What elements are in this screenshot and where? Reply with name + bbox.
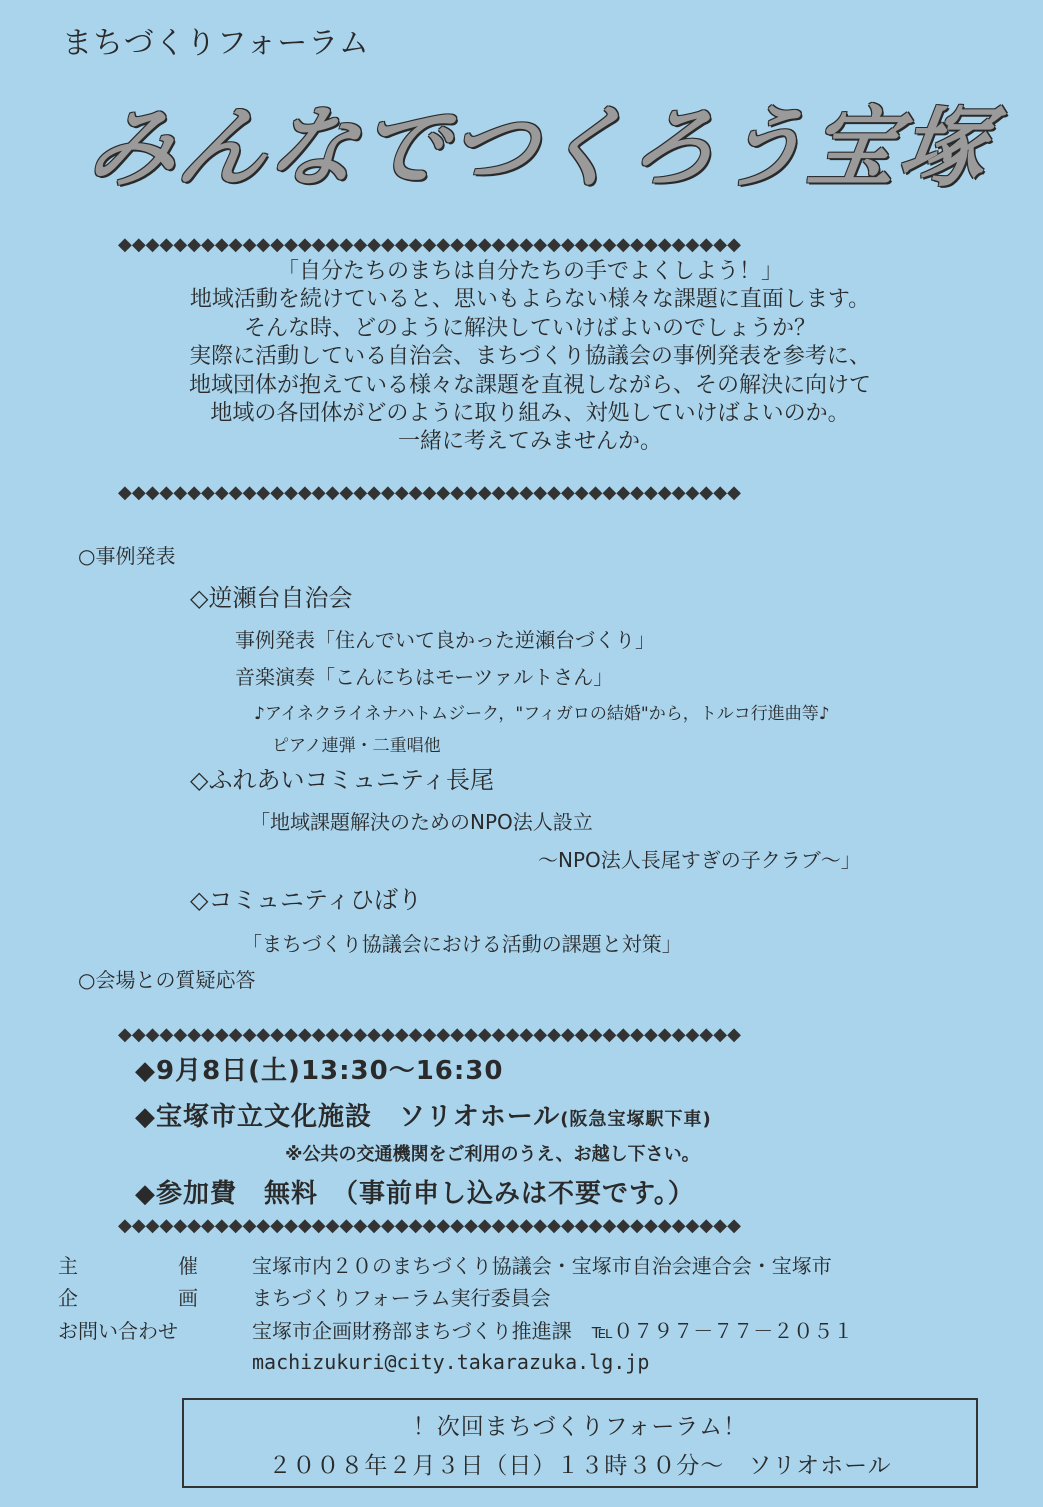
forum-subtitle: まちづくりフォーラム — [62, 26, 370, 61]
next-forum-title: ！次回まちづくりフォーラム！ — [412, 1414, 748, 1440]
plan-value: まちづくりフォーラム実行委員会 — [252, 1286, 551, 1310]
divider-intro-bottom: ◆◆◆◆◆◆◆◆◆◆◆◆◆◆◆◆◆◆◆◆◆◆◆◆◆◆◆◆◆◆◆◆◆◆◆◆◆◆◆◆◆◆◆◆◆ — [118, 482, 741, 503]
divider-event-top: ◆◆◆◆◆◆◆◆◆◆◆◆◆◆◆◆◆◆◆◆◆◆◆◆◆◆◆◆◆◆◆◆◆◆◆◆◆◆◆◆◆◆◆◆◆ — [118, 1024, 741, 1045]
contact-value: 宝塚市企画財務部まちづくり推進課 ℡０７９７－７７－２０５１ — [252, 1319, 854, 1343]
org-nagao-subtopic: ～NPO法人長尾すぎの子クラブ～」 — [538, 848, 861, 872]
org-sakasedai-presentation: 事例発表「住んでいて良かった逆瀬台づくり」 — [235, 628, 655, 652]
event-venue-access: (阪急宝塚駅下車) — [560, 1109, 712, 1130]
next-forum-box — [182, 1398, 978, 1488]
divider-info-top: ◆◆◆◆◆◆◆◆◆◆◆◆◆◆◆◆◆◆◆◆◆◆◆◆◆◆◆◆◆◆◆◆◆◆◆◆◆◆◆◆◆◆◆◆◆ — [118, 1215, 741, 1236]
org-nagao-topic: 「地域課題解決のためのNPO法人設立 — [250, 810, 593, 834]
org-hibari: ◇コミュニティひばり — [190, 886, 423, 914]
plan-label-2: 画 — [178, 1286, 198, 1310]
intro-line: 「自分たちのまちは自分たちの手でよくしよう！」 — [276, 259, 783, 284]
org-sakasedai-songs: ♪アイネクライネナハトムジーク，"フィガロの結婚"から，トルコ行進曲等♪ — [254, 704, 830, 724]
qa-heading: ○会場との質疑応答 — [78, 968, 256, 992]
page-title: みんなでつくろう宝塚 — [81, 96, 997, 199]
host-value: 宝塚市内２０のまちづくり協議会・宝塚市自治会連合会・宝塚市 — [252, 1254, 832, 1278]
intro-line: 一緒に考えてみませんか。 — [397, 429, 662, 455]
divider-top: ◆◆◆◆◆◆◆◆◆◆◆◆◆◆◆◆◆◆◆◆◆◆◆◆◆◆◆◆◆◆◆◆◆◆◆◆◆◆◆◆◆◆◆◆◆ — [118, 234, 741, 255]
org-nagao: ◇ふれあいコミュニティ長尾 — [190, 766, 495, 794]
host-label-2: 催 — [178, 1254, 198, 1278]
event-fee: ◆参加費 無料 （事前申し込みは不要です。） — [135, 1179, 695, 1209]
transport-note: ※公共の交通機関をご利用のうえ、お越し下さい。 — [285, 1144, 700, 1165]
org-sakasedai: ◇逆瀬台自治会 — [190, 584, 353, 612]
contact-email[interactable]: machizukuri@city.takarazuka.lg.jp — [252, 1350, 650, 1374]
plan-label-1: 企 — [58, 1286, 78, 1310]
event-venue-name: ◆宝塚市立文化施設 ソリオホール — [135, 1102, 561, 1132]
host-label-1: 主 — [58, 1254, 78, 1278]
intro-line: 地域の各団体がどのように取り組み、対処していけばよいのか。 — [210, 401, 850, 427]
org-hibari-topic: 「まちづくり協議会における活動の課題と対策」 — [242, 932, 682, 956]
org-sakasedai-performers: ピアノ連弾・二重唱他 — [272, 736, 441, 756]
intro-line: 地域団体が抱えている様々な課題を直視しながら、その解決に向けて — [188, 372, 871, 398]
intro-line: そんな時、どのように解決していけばよいのでしょうか？ — [243, 315, 816, 341]
intro-line: 地域活動を続けていると、思いもよらない様々な課題に直面します。 — [189, 287, 871, 313]
event-venue — [135, 1096, 712, 1133]
contact-label: お問い合わせ — [58, 1319, 178, 1343]
intro-text — [100, 258, 960, 457]
next-forum-datetime: ２００８年２月３日（日）１３時３０分～ ソリオホール — [268, 1453, 892, 1479]
org-sakasedai-music: 音楽演奏「こんにちはモーツァルトさん」 — [235, 665, 614, 689]
event-date: ◆9月8日(土)13:30～16:30 — [135, 1056, 504, 1086]
intro-line: 実際に活動している自治会、まちづくり協議会の事例発表を参考に、 — [189, 344, 871, 370]
program-heading: ○事例発表 — [78, 544, 176, 568]
